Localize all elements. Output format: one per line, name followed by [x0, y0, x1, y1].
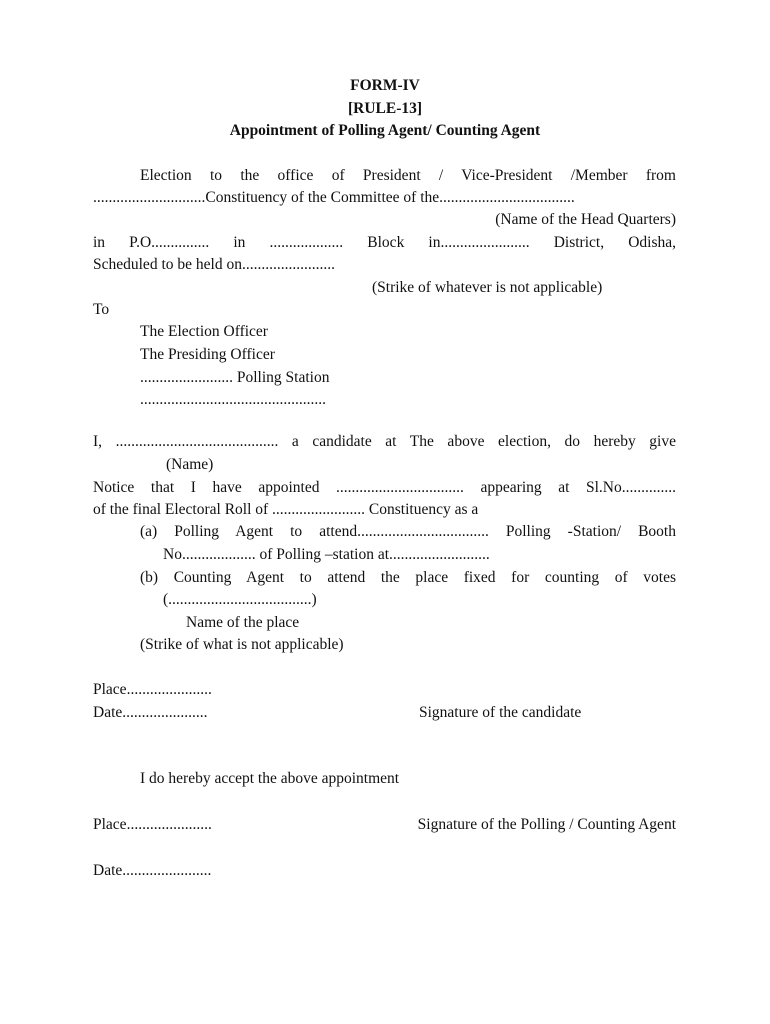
agent-signature-label: Signature of the Polling / Counting Agent — [417, 816, 676, 833]
intro-line-2: .............................Constituency of the Committee of the................................... — [93, 189, 575, 206]
candidate-date-field: Date...................... — [93, 704, 208, 721]
addressee-line-1: The Election Officer — [140, 323, 268, 340]
intro-line-1: Election to the office of President / Vice-President /Member from — [140, 167, 676, 184]
intro-strike-note: (Strike of whatever is not applicable) — [372, 279, 603, 296]
intro-line-4: Scheduled to be held on........................ — [93, 256, 335, 273]
rule-reference: [RULE-13] — [347, 100, 423, 117]
addressee-line-3: ........................ Polling Station — [140, 369, 330, 386]
to-label: To — [93, 301, 110, 318]
option-b-line-2: (.....................................) — [163, 591, 317, 608]
agent-place-field: Place...................... — [93, 816, 212, 833]
name-note: (Name) — [166, 456, 214, 473]
candidate-signature-label: Signature of the candidate — [419, 704, 582, 721]
option-b-line-1: (b) Counting Agent to attend the place fixed for counting of votes — [140, 569, 676, 586]
body-strike-note: (Strike of what is not applicable) — [140, 636, 344, 653]
body-line-3: of the final Electoral Roll of ........................ Constituency as a — [93, 501, 479, 518]
form-title: FORM-IV — [350, 77, 420, 94]
option-a-line-2: No................... of Polling –station at.......................... — [163, 546, 490, 563]
acceptance-statement: I do hereby accept the above appointment — [140, 770, 400, 787]
addressee-line-4: ................................................ — [140, 391, 326, 408]
agent-date-field: Date....................... — [93, 862, 212, 879]
intro-line-3: in P.O............... in ................... Block in....................... District, Odisha, — [93, 234, 676, 251]
form-subject: Appointment of Polling Agent/ Counting Agent — [229, 122, 541, 139]
body-line-2: Notice that I have appointed ................................. appearing at Sl.No.............. — [93, 479, 676, 496]
body-line-1: I, .......................................... a candidate at The above election, do hereby give — [93, 433, 676, 450]
candidate-place-field: Place...................... — [93, 681, 212, 698]
place-name-note: Name of the place — [186, 614, 300, 631]
head-quarters-note: (Name of the Head Quarters) — [495, 211, 676, 228]
addressee-line-2: The Presiding Officer — [140, 346, 275, 363]
option-a-line-1: (a) Polling Agent to attend.................................. Polling -Station/ Booth — [140, 523, 676, 540]
